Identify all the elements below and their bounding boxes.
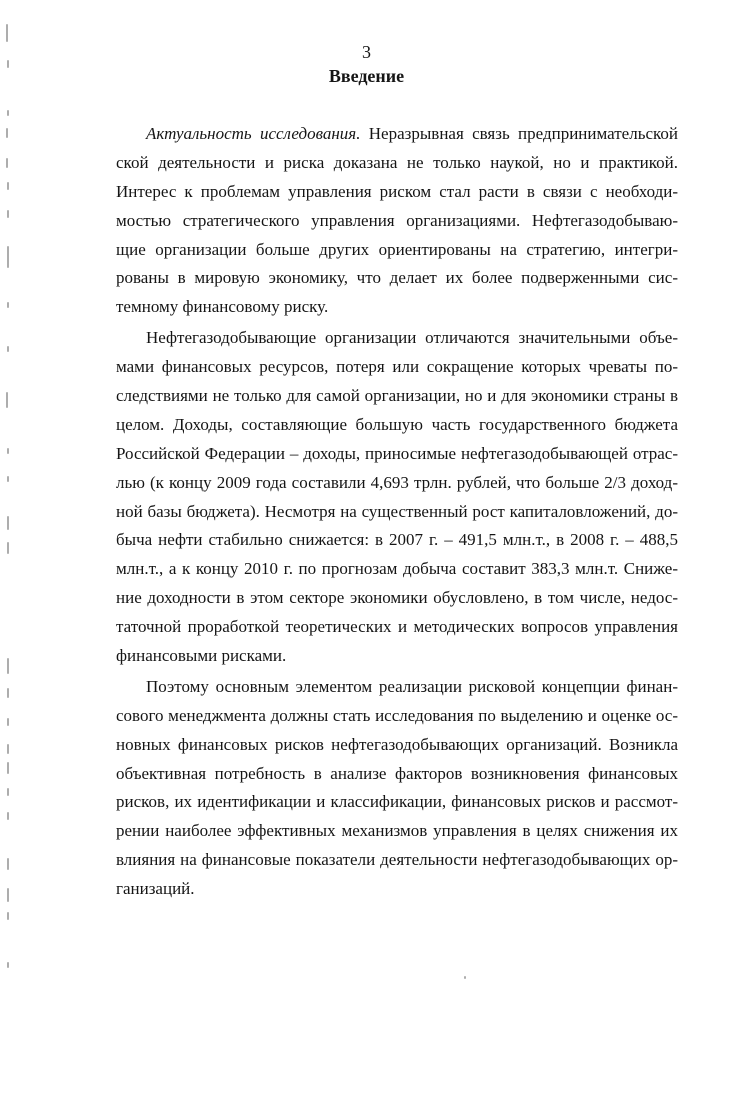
scan-mark	[7, 302, 9, 308]
paragraph-line: мостью стратегического управления организациями. Нефтегазодобываю-	[116, 210, 678, 230]
paragraph-conclusion	[116, 673, 678, 904]
document-body	[116, 120, 678, 904]
paragraph-line: следствиями не только для самой организации, но и для экономики страны в	[116, 386, 678, 406]
paragraph-line: Актуальность исследования. Неразрывная связь предпринимательской	[146, 124, 678, 143]
paragraph-line: ской деятельности и риска доказана не только наукой, но и практикой.	[116, 152, 678, 172]
paragraph-line: финансовыми рисками.	[116, 646, 287, 666]
scan-mark	[7, 718, 9, 726]
paragraph-line: щие организации больше других ориентированы на стратегию, интегри-	[116, 239, 678, 259]
page-title: Введение	[328, 66, 405, 86]
scan-mark	[7, 448, 9, 454]
scan-mark	[7, 762, 9, 774]
paragraph-line: темному финансовому риску.	[116, 297, 329, 317]
scan-dot	[464, 976, 466, 979]
paragraph-line: сового менеджмента должны стать исследования по выделению и оценке ос-	[116, 705, 678, 725]
paragraph-line: лью (к концу 2009 года составили 4,693 трлн. рублей, что больше 2/3 доход-	[116, 472, 678, 492]
scan-mark	[7, 744, 9, 754]
scan-mark	[7, 688, 9, 698]
scan-mark	[6, 158, 8, 168]
scan-mark	[7, 476, 9, 482]
paragraph-line: таточной проработкой теоретических и методических вопросов управления	[116, 617, 678, 637]
scan-mark	[7, 182, 9, 190]
scan-mark	[7, 888, 9, 902]
scan-mark	[7, 246, 9, 268]
paragraph-line: новных финансовых рисков нефтегазодобывающих организаций. Возникла	[116, 734, 678, 754]
paragraph-line: Интерес к проблемам управления риском стал расти в связи с необходи-	[116, 181, 678, 201]
paragraph-line: объективная потребность в анализе факторов возникновения финансовых	[116, 763, 678, 783]
scan-mark	[6, 24, 8, 42]
scan-mark	[7, 516, 9, 530]
paragraph-line: мами финансовых ресурсов, потеря или сокращение которых чреваты по-	[116, 357, 678, 377]
paragraph-line: рении наиболее эффективных механизмов управления в целях снижения их	[116, 821, 678, 841]
paragraph-line: целом. Доходы, составляющие большую часть государственного бюджета	[116, 414, 678, 434]
relevance-lead: Актуальность исследования.	[146, 124, 361, 143]
paragraph-line: быча нефти стабильно снижается: в 2007 г. – 491,5 млн.т., в 2008 г. – 488,5	[116, 530, 678, 550]
paragraph-line: Российской Федерации – доходы, приносимые нефтегазодобывающей отрас-	[116, 443, 678, 463]
paragraph-oil-gas	[116, 324, 678, 671]
scan-mark	[7, 812, 9, 820]
scan-mark	[7, 858, 9, 870]
paragraph-line: ганизаций.	[116, 879, 195, 899]
paragraph-line: ние доходности в этом секторе экономики обусловлено, в том числе, недос-	[116, 588, 678, 608]
paragraph-relevance	[116, 120, 678, 322]
scan-mark	[6, 392, 8, 408]
paragraph-line: рисков, их идентификации и классификации, финансовых рисков и рассмот-	[116, 792, 678, 812]
paragraph-line: Поэтому основным элементом реализации рисковой концепции финан-	[146, 676, 678, 696]
scan-mark	[7, 962, 9, 968]
scan-mark	[7, 210, 9, 218]
scan-mark	[7, 912, 9, 920]
paragraph-line: млн.т., а к концу 2010 г. по прогнозам добыча составит 383,3 млн.т. Сниже-	[116, 559, 678, 579]
page-number: 3	[362, 42, 371, 62]
scan-mark	[7, 110, 9, 116]
scan-mark	[7, 346, 9, 352]
paragraph-line: влияния на финансовые показатели деятельности нефтегазодобывающих ор-	[116, 850, 678, 870]
scan-mark	[7, 60, 9, 68]
paragraph-line: рованы в мировую экономику, что делает их более подверженными сис-	[116, 268, 678, 288]
scan-mark	[7, 658, 9, 674]
paragraph-line: ной базы бюджета). Несмотря на существенный рост капиталовложений, до-	[116, 501, 678, 521]
scan-mark	[7, 788, 9, 796]
scan-mark	[6, 128, 8, 138]
scan-mark	[7, 542, 9, 554]
paragraph-line: Нефтегазодобывающие организации отличаются значительными объе-	[146, 328, 678, 348]
